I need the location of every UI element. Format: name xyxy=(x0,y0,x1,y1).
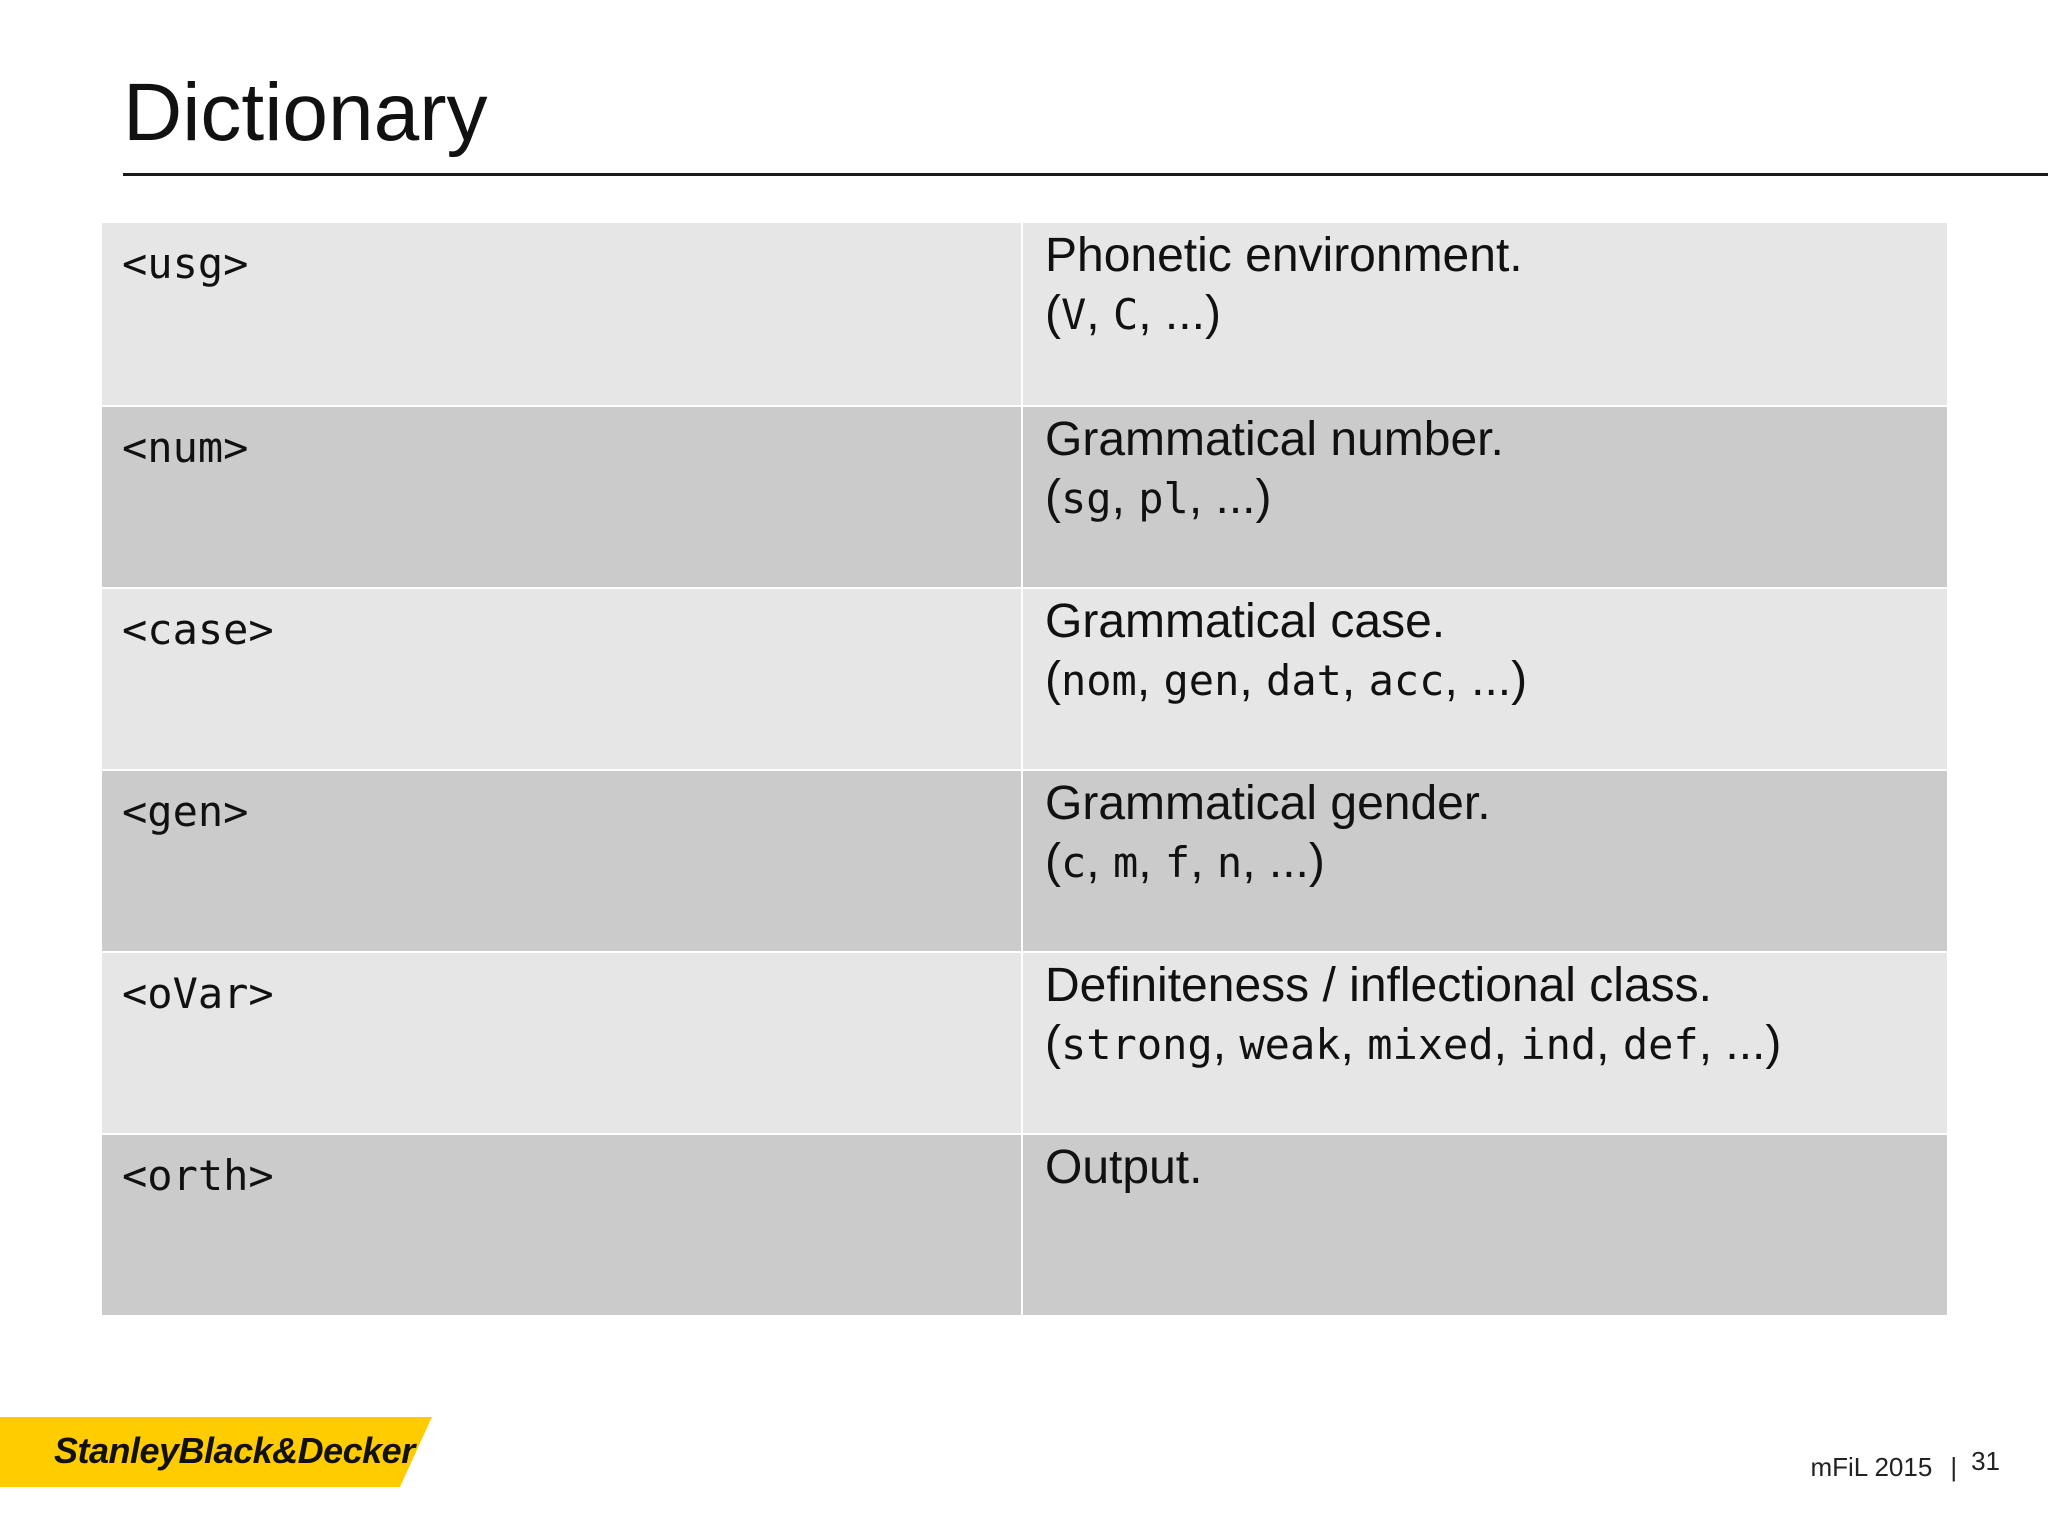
tag-cell: <oVar> xyxy=(102,951,1023,1133)
brand-logo xyxy=(0,1417,432,1487)
description-cell xyxy=(1023,769,1947,951)
value-code: C xyxy=(1112,290,1139,339)
value-separator: , xyxy=(1086,835,1113,888)
value-code: f xyxy=(1164,838,1191,887)
value-separator: , xyxy=(1698,1017,1726,1070)
description-cell xyxy=(1023,587,1947,769)
description-text: Phonetic environment. xyxy=(1045,229,1523,282)
footer-divider: | xyxy=(1950,1452,1958,1482)
dictionary-table xyxy=(102,223,1947,1315)
page-number: 31 xyxy=(1971,1446,2000,1476)
value-code: n xyxy=(1216,838,1243,887)
table-row xyxy=(102,405,1947,587)
open-paren: ( xyxy=(1045,287,1061,340)
table-row xyxy=(102,223,1947,405)
description-cell xyxy=(1023,223,1947,405)
value-code: def xyxy=(1622,1020,1699,1069)
description-text: Output. xyxy=(1045,1141,1203,1194)
close-paren: ) xyxy=(1511,653,1528,706)
value-separator: , xyxy=(1242,835,1269,888)
value-list xyxy=(1045,833,1947,892)
value-code: V xyxy=(1060,290,1087,339)
close-paren: ) xyxy=(1308,835,1325,888)
value-code: gen xyxy=(1163,656,1240,705)
value-code: m xyxy=(1112,838,1139,887)
description-text: Grammatical case. xyxy=(1045,595,1446,648)
value-separator: , xyxy=(1596,1017,1623,1070)
table-row xyxy=(102,1133,1947,1315)
tag-cell: <case> xyxy=(102,587,1023,769)
open-paren: ( xyxy=(1045,835,1061,888)
ellipsis: ... xyxy=(1164,287,1205,340)
value-code: pl xyxy=(1138,474,1189,523)
description-text: Grammatical number. xyxy=(1045,413,1504,466)
tag-cell: <orth> xyxy=(102,1133,1023,1315)
value-list xyxy=(1045,651,1947,710)
value-separator: , xyxy=(1136,653,1164,706)
open-paren: ( xyxy=(1045,653,1061,706)
description-text: Grammatical gender. xyxy=(1045,777,1491,830)
value-separator: , xyxy=(1341,653,1369,706)
tag-cell: <num> xyxy=(102,405,1023,587)
slide-title: Dictionary xyxy=(123,67,488,158)
value-list xyxy=(1045,469,1947,528)
value-code: acc xyxy=(1368,656,1445,705)
ellipsis: ... xyxy=(1471,653,1512,706)
description-text: Definiteness / inflectional class. xyxy=(1045,959,1712,1012)
close-paren: ) xyxy=(1204,287,1221,340)
ellipsis: ... xyxy=(1215,471,1256,524)
open-paren: ( xyxy=(1045,471,1061,524)
tag-cell: <usg> xyxy=(102,223,1023,405)
value-separator: , xyxy=(1212,1017,1240,1070)
value-code: sg xyxy=(1060,474,1112,523)
value-separator: , xyxy=(1188,471,1216,524)
ellipsis: ... xyxy=(1725,1017,1766,1070)
title-underline xyxy=(123,173,2048,176)
value-separator: , xyxy=(1138,287,1165,340)
description-cell xyxy=(1023,405,1947,587)
table-row xyxy=(102,769,1947,951)
value-code: weak xyxy=(1239,1020,1341,1069)
value-code: dat xyxy=(1266,656,1342,705)
description-cell xyxy=(1023,951,1947,1133)
course-label: mFiL 2015 xyxy=(1810,1452,1933,1482)
tag-cell: <gen> xyxy=(102,769,1023,951)
close-paren: ) xyxy=(1765,1017,1782,1070)
value-separator: , xyxy=(1493,1017,1521,1070)
brand-name: StanleyBlack&Decker xyxy=(54,1430,415,1471)
value-separator: , xyxy=(1138,835,1165,888)
value-code: nom xyxy=(1060,656,1137,705)
table-row xyxy=(102,951,1947,1133)
close-paren: ) xyxy=(1255,471,1272,524)
table-row xyxy=(102,587,1947,769)
slide-footer xyxy=(1810,1446,2000,1483)
value-separator: , xyxy=(1190,835,1217,888)
value-list xyxy=(1045,285,1947,344)
value-separator: , xyxy=(1239,653,1267,706)
value-code: ind xyxy=(1520,1020,1597,1069)
description-cell xyxy=(1023,1133,1947,1315)
open-paren: ( xyxy=(1045,1017,1061,1070)
value-code: c xyxy=(1060,838,1087,887)
value-separator: , xyxy=(1111,471,1139,524)
value-separator: , xyxy=(1086,287,1113,340)
value-separator: , xyxy=(1444,653,1472,706)
value-code: mixed xyxy=(1367,1020,1494,1069)
ellipsis: ... xyxy=(1268,835,1309,888)
value-list xyxy=(1045,1015,1947,1074)
value-code: strong xyxy=(1060,1020,1213,1069)
value-separator: , xyxy=(1340,1017,1368,1070)
